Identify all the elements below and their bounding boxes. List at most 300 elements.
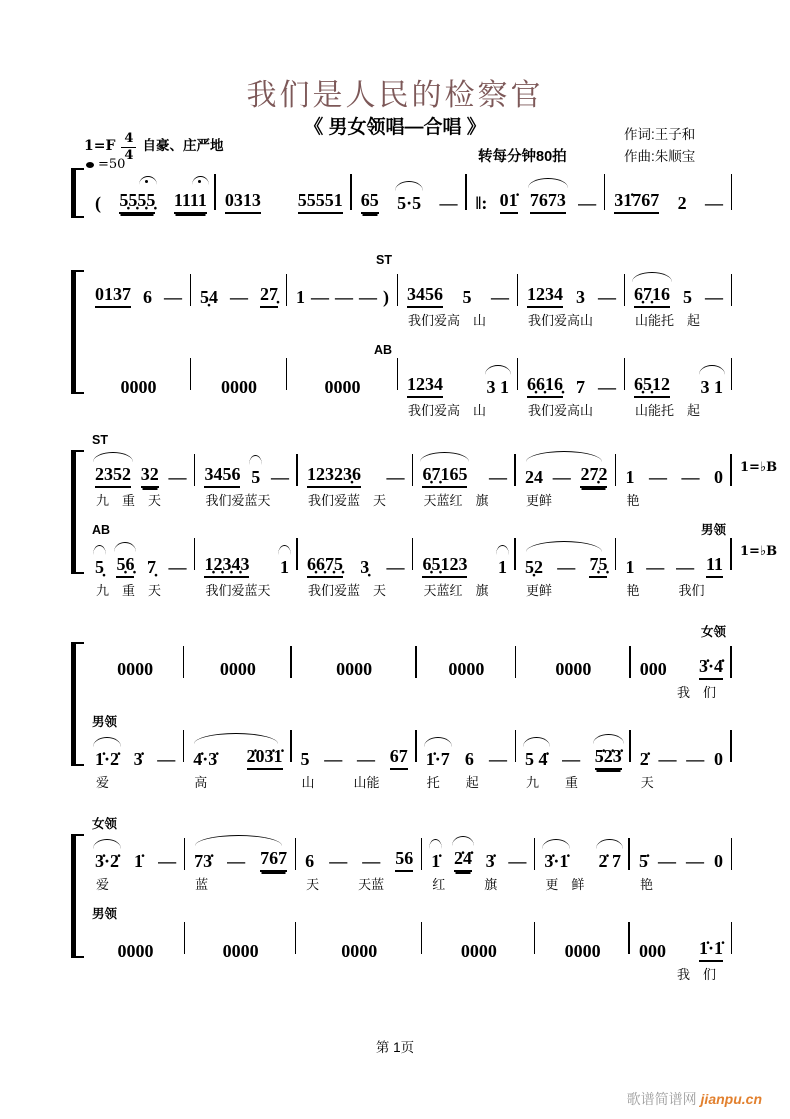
- lyric-line: 山能托 起: [635, 403, 701, 418]
- note-token: —: [230, 287, 248, 307]
- measure: [631, 624, 732, 804]
- note-token: —: [658, 749, 677, 769]
- note-token: —: [646, 557, 665, 577]
- voice-label: [413, 432, 516, 450]
- note-token: 31̇767: [614, 189, 659, 214]
- voice-label: [191, 252, 287, 270]
- note-token: 3̇: [133, 749, 143, 769]
- measure: [298, 432, 414, 612]
- voice-label: [86, 624, 184, 642]
- note-token: —: [557, 557, 576, 577]
- note-token: 5 4̇: [525, 749, 548, 769]
- notes-row: [191, 270, 287, 308]
- barline: [731, 174, 733, 210]
- lyric-line: 高: [194, 775, 208, 790]
- note-token: —: [362, 851, 381, 871]
- lyric-line: 我 们: [676, 685, 716, 700]
- note-token: 7̣: [146, 557, 156, 577]
- notes-row: [417, 732, 516, 770]
- voice-label: [398, 342, 518, 360]
- note-token: 6̣7̣165: [422, 463, 467, 488]
- lyric-line: 我们爱高 山: [408, 313, 487, 328]
- watermark: [627, 1089, 762, 1109]
- measure: [516, 624, 631, 804]
- lyric-line: 爱: [96, 775, 110, 790]
- note-token: 5̣5̣5̣5̣: [119, 189, 155, 214]
- note-token: 5̣: [95, 557, 104, 577]
- voice-label: [398, 252, 518, 270]
- measure: [292, 624, 417, 804]
- notes-row: [352, 168, 467, 214]
- note-token: —: [227, 851, 246, 871]
- lyric-line: 更鲜: [525, 583, 552, 598]
- measure: [86, 252, 191, 432]
- lyric-line: 天 天蓝: [306, 877, 385, 892]
- measure: [195, 432, 298, 612]
- metronome-value: =50: [98, 157, 126, 172]
- notes-row: [86, 360, 191, 398]
- note-token: 01̇: [500, 189, 518, 214]
- note-token: 2̇ 7: [598, 851, 621, 871]
- lyric-line: 我们爱蓝 天: [307, 583, 386, 598]
- voice-label: [516, 432, 616, 450]
- note-token: —: [676, 557, 695, 577]
- note-token: 4̇·3̇: [193, 749, 218, 769]
- voice-label: 男领: [92, 907, 118, 921]
- voice-label: [417, 714, 516, 732]
- measure-columns: [86, 168, 732, 214]
- note-token: —: [168, 557, 187, 577]
- voice-label: [516, 714, 631, 732]
- lyric-line: 山能托 起: [635, 313, 701, 328]
- voice-label: [518, 342, 625, 360]
- measure-columns: [86, 816, 732, 996]
- measure: [86, 432, 195, 612]
- note-token: 3̇·4̇: [699, 655, 723, 680]
- measure: [352, 168, 467, 214]
- note-token: 56: [395, 847, 413, 872]
- barline: [730, 538, 732, 570]
- note-token: 000: [639, 659, 667, 679]
- measure-columns: [86, 432, 732, 612]
- lyric-line: [535, 962, 630, 996]
- notes-row: [86, 270, 191, 308]
- measure: [86, 816, 185, 996]
- system-bracket: [71, 270, 84, 394]
- note-token: 1: [625, 467, 635, 487]
- note-token: —: [598, 287, 617, 307]
- notes-row: [616, 540, 732, 578]
- voice-label: [292, 714, 417, 732]
- note-token: 3 1: [486, 377, 510, 397]
- lyric-line: 九 重 天: [96, 493, 162, 508]
- barline: [730, 646, 732, 678]
- note-token: 73̇: [194, 851, 213, 871]
- system-bracket: [71, 168, 84, 218]
- barline: [731, 274, 733, 306]
- note-token: 2̇: [639, 749, 649, 769]
- note-token: 0000: [222, 941, 259, 961]
- note-token: —: [491, 287, 509, 307]
- lyric-line: [191, 398, 287, 432]
- note-token: 1: [296, 287, 305, 307]
- voice-label: [625, 342, 732, 360]
- note-token: —: [357, 749, 375, 769]
- voice-label: 女领: [92, 817, 118, 831]
- note-token: 6̣6̣16̣: [527, 373, 563, 398]
- notes-row: [630, 924, 732, 962]
- voice-label: ST: [92, 433, 108, 447]
- lyric-line: 我 们: [677, 967, 717, 982]
- voice-label: [535, 906, 630, 924]
- note-token: 0000: [555, 659, 592, 679]
- note-token: —: [157, 749, 176, 769]
- lyric-line: 山 山能: [301, 775, 380, 790]
- barline: [731, 838, 733, 870]
- voice-label: [184, 624, 291, 642]
- note-token: 7673: [530, 189, 566, 214]
- notes-row: [185, 924, 296, 962]
- lyric-line: [422, 962, 535, 996]
- measure-columns: [86, 252, 732, 432]
- key-label: 1=F: [84, 137, 116, 154]
- notes-row: [195, 450, 298, 488]
- notes-row: [535, 924, 630, 962]
- measure: [535, 816, 630, 996]
- note-token: 3̇·2̇: [95, 851, 120, 871]
- note-token: 5̣2: [524, 557, 543, 577]
- composer-credit: 作曲:朱顺宝: [624, 149, 696, 164]
- measure: [417, 624, 516, 804]
- notes-row: [398, 360, 518, 398]
- lyric-line: [185, 962, 296, 996]
- note-token: 27̣2: [580, 463, 607, 488]
- measure: [413, 432, 516, 612]
- notes-row: [292, 732, 417, 770]
- measure: [467, 168, 606, 214]
- note-token: 67: [390, 745, 408, 770]
- note-token: —: [324, 749, 343, 769]
- note-token: 24: [524, 467, 543, 487]
- note-token: 12323̣6: [307, 463, 361, 488]
- measure: [398, 252, 518, 432]
- song-subtitle: 《 男女领唱—合唱 》: [304, 117, 486, 138]
- note-token: 6: [143, 287, 152, 307]
- note-token: 1̣2̣3̣4̣3: [204, 553, 249, 578]
- lyricist-credit: 作词:王子和: [624, 127, 696, 142]
- notes-row: [86, 540, 195, 578]
- voice-label: [191, 342, 287, 360]
- notes-row: [417, 642, 516, 680]
- voice-label: [516, 624, 631, 642]
- measure: [86, 168, 216, 214]
- note-token: 1234: [407, 373, 443, 398]
- notes-row: [292, 642, 417, 680]
- barline: [730, 454, 732, 486]
- note-token: —: [681, 467, 700, 487]
- lyric-line: [191, 308, 287, 342]
- note-token: —: [488, 749, 507, 769]
- note-token: 5: [462, 287, 472, 307]
- voice-label: [516, 522, 616, 540]
- note-token: 0: [713, 749, 723, 769]
- voice-label: [296, 816, 422, 834]
- voice-label: [413, 522, 516, 540]
- notes-row: [518, 360, 625, 398]
- tempo-text: 转每分钟80拍: [478, 149, 567, 165]
- system-4: [86, 624, 732, 804]
- notes-row: [86, 642, 184, 680]
- note-token: 0000: [460, 941, 497, 961]
- barline: [731, 922, 733, 954]
- note-token: 65: [361, 189, 379, 214]
- measure-columns: [86, 624, 732, 804]
- note-token: —: [552, 467, 571, 487]
- note-token: 1: [625, 557, 635, 577]
- notes-row: [86, 450, 195, 488]
- note-token: 1̇·2̇: [95, 749, 120, 769]
- note-token: 0000: [336, 659, 373, 679]
- measure: [422, 816, 535, 996]
- voice-label: [195, 432, 298, 450]
- expression-text: 自豪、庄严地: [142, 137, 224, 153]
- note-token: 1̇: [431, 851, 441, 871]
- lyric-line: 我们爱高山: [528, 403, 594, 418]
- note-token: 3 1: [700, 377, 724, 397]
- notes-row: [184, 642, 291, 680]
- key-signature: 1=♭B: [740, 544, 778, 559]
- lyric-line: 艳 我们: [626, 583, 705, 598]
- note-token: 0000: [117, 941, 154, 961]
- system-bracket: [71, 450, 84, 574]
- note-token: 5: [683, 287, 693, 307]
- voice-label: [292, 624, 417, 642]
- voice-label: 女领: [700, 625, 726, 639]
- note-token: 2352: [95, 463, 131, 488]
- voice-label: [86, 252, 191, 270]
- lyric-line: 九 重: [526, 775, 579, 790]
- note-token: 0000: [221, 377, 257, 397]
- notes-row: [298, 450, 414, 488]
- voice-label: ST: [376, 253, 392, 267]
- voice-label: [631, 714, 732, 732]
- page-number: 第 1页: [375, 1040, 415, 1055]
- notes-row: [86, 924, 185, 962]
- system-2: [86, 252, 732, 432]
- note-token: 0: [713, 467, 723, 487]
- lyric-line: [516, 680, 631, 714]
- system-5: [86, 816, 732, 996]
- lyric-line: [296, 962, 422, 996]
- notes-row: [398, 270, 518, 308]
- lyric-line: 更 鲜: [545, 877, 585, 892]
- note-token: 5̣6̣: [116, 553, 134, 578]
- notes-row: [298, 540, 414, 578]
- voice-label: [296, 906, 422, 924]
- voice-label: [184, 714, 291, 732]
- notes-row: [413, 450, 516, 488]
- lyric-line: 我们爱蓝天: [205, 493, 271, 508]
- voice-label: [422, 816, 535, 834]
- lyric-line: 天: [640, 775, 654, 790]
- voice-label: AB: [373, 343, 392, 357]
- notes-row: [467, 168, 606, 214]
- note-token: 0000: [341, 941, 378, 961]
- note-token: 0: [714, 851, 723, 871]
- credits: [624, 124, 695, 168]
- measure: [630, 816, 732, 996]
- voice-label: [298, 522, 414, 540]
- note-token: 0000: [324, 377, 361, 397]
- note-token: 0000: [564, 941, 601, 961]
- note-token: 1̇·1̇: [699, 937, 723, 962]
- note-token: ): [383, 287, 389, 307]
- note-token: 0000: [448, 659, 485, 679]
- lyric-line: [86, 680, 184, 714]
- notes-row: [516, 732, 631, 770]
- notes-row: [422, 924, 535, 962]
- note-token: —: [359, 287, 377, 307]
- notes-row: [86, 834, 185, 872]
- note-token: 1: [279, 557, 289, 577]
- lyric-line: 托 起: [426, 775, 479, 790]
- notes-row: [605, 168, 732, 214]
- note-token: 32: [141, 463, 159, 488]
- lyric-line: 我们爱高 山: [408, 403, 487, 418]
- measure: [616, 432, 732, 612]
- note-token: 5̣4: [200, 287, 218, 307]
- lyric-line: 我们爱高山: [528, 313, 594, 328]
- notes-row: [625, 360, 732, 398]
- barline: [730, 730, 732, 762]
- measure: [287, 252, 398, 432]
- note-token: —: [488, 467, 507, 487]
- note-token: 11: [706, 553, 723, 578]
- note-token: 27̣: [260, 283, 278, 308]
- note-token: —: [386, 557, 405, 577]
- measure: [625, 252, 732, 432]
- time-denominator: 4: [124, 148, 134, 164]
- note-token: (: [95, 193, 101, 213]
- notes-row: [413, 540, 516, 578]
- voice-label: [535, 816, 630, 834]
- voice-label: [298, 432, 414, 450]
- notes-row: [422, 834, 535, 872]
- notes-row: [195, 540, 298, 578]
- note-token: 6: [464, 749, 474, 769]
- note-token: 0137: [95, 283, 131, 308]
- song-title: 我们是人民的检察官: [246, 79, 544, 112]
- lyric-line: [86, 398, 191, 432]
- lyric-line: 九 重 天: [96, 583, 162, 598]
- voice-label: [518, 252, 625, 270]
- note-token: —: [164, 287, 182, 307]
- note-token: 3̇: [485, 851, 495, 871]
- note-token: 3456: [407, 283, 443, 308]
- notes-row: [296, 834, 422, 872]
- note-token: —: [562, 749, 581, 769]
- note-token: 0000: [120, 377, 157, 397]
- lyric-line: 我们爱蓝天: [205, 583, 271, 598]
- note-token: 767: [260, 847, 287, 872]
- note-token: 3̇·1̇: [544, 851, 569, 871]
- lyric-line: [292, 680, 417, 714]
- note-token: —: [686, 749, 705, 769]
- measure: [191, 252, 287, 432]
- voice-label: [185, 816, 296, 834]
- notes-row: [516, 450, 616, 488]
- lyric-line: 艳: [639, 877, 653, 892]
- notes-row: [86, 168, 216, 214]
- voice-label: AB: [92, 523, 111, 537]
- note-token: —: [648, 467, 667, 487]
- lyric-line: 蓝: [195, 877, 209, 892]
- note-token: 1̇·7: [425, 749, 450, 769]
- note-token: 5·5: [397, 193, 422, 213]
- note-token: 7: [576, 377, 586, 397]
- note-token: —: [439, 193, 458, 213]
- watermark-url: jianpu.cn: [700, 1091, 762, 1107]
- note-token: ‖:: [475, 193, 488, 213]
- note-token: —: [657, 851, 676, 871]
- lyric-line: 天蓝红 旗: [423, 583, 489, 598]
- measure: [185, 816, 296, 996]
- notes-row: [518, 270, 625, 308]
- note-token: 1111: [174, 189, 207, 214]
- lyric-line: 艳: [626, 493, 640, 508]
- lyric-line: 红 旗: [432, 877, 498, 892]
- note-token: —: [311, 287, 329, 307]
- note-token: —: [335, 287, 353, 307]
- note-token: 1̇: [134, 851, 144, 871]
- lyric-line: [86, 308, 191, 342]
- notes-row: [630, 834, 732, 872]
- system-3: [86, 432, 778, 612]
- voice-label: [417, 624, 516, 642]
- notes-row: [535, 834, 630, 872]
- notes-row: [516, 540, 616, 578]
- measure: [518, 252, 625, 432]
- lyric-line: [417, 680, 516, 714]
- time-numerator: 4: [121, 132, 136, 148]
- notes-row: [86, 732, 184, 770]
- note-token: —: [705, 287, 724, 307]
- note-token: 6̣6̣7̣5̣: [307, 553, 343, 578]
- note-token: —: [598, 377, 617, 397]
- lyric-line: 爱: [96, 877, 110, 892]
- note-token: 1234: [527, 283, 563, 308]
- notes-row: [191, 360, 287, 398]
- notes-row: [616, 450, 732, 488]
- note-token: —: [508, 851, 527, 871]
- lyric-line: [287, 308, 398, 342]
- notes-row: [185, 834, 296, 872]
- notes-row: [184, 732, 291, 770]
- note-token: 000: [638, 941, 666, 961]
- note-token: 55551: [298, 189, 343, 214]
- voice-label: [185, 906, 296, 924]
- notes-row: [631, 732, 732, 770]
- note-token: 0313: [225, 189, 261, 214]
- note-token: 2̇4̇: [454, 847, 472, 872]
- note-token: 6: [305, 851, 315, 871]
- lyric-line: 天蓝红 旗: [423, 493, 489, 508]
- notes-row: [296, 924, 422, 962]
- note-token: —: [270, 467, 289, 487]
- measure: [216, 168, 352, 214]
- voice-label: [630, 816, 732, 834]
- lyric-line: [287, 398, 398, 432]
